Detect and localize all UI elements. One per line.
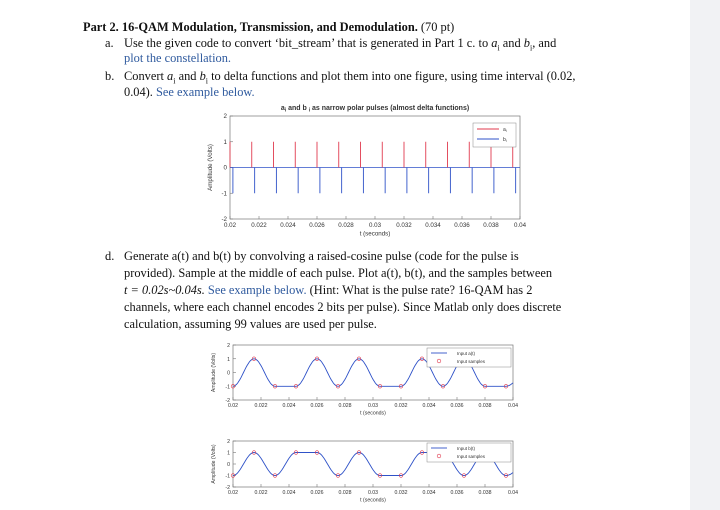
y-axis-label: Amplitude (Volts) <box>211 444 217 484</box>
item-a-and: and <box>499 36 524 50</box>
x-tick-label: 0.028 <box>338 222 354 230</box>
x-tick-label: 0.04 <box>513 222 527 230</box>
x-tick-label: 0.022 <box>251 222 267 230</box>
item-a-sym-a: a <box>491 36 498 50</box>
y-tick-label: 2 <box>227 343 230 349</box>
item-d-line1: Generate a(t) and b(t) by convolving a raised-cosine pulse (code for the pulse is <box>124 249 519 263</box>
x-tick-label: 0.024 <box>280 222 296 230</box>
item-b-sym-a: a <box>167 69 174 83</box>
y-tick-label: -1 <box>225 473 230 480</box>
item-b-text-a: Convert <box>124 69 168 83</box>
item-d-marker: d. <box>105 249 115 263</box>
title-subscript: i <box>308 107 311 114</box>
x-tick-label: 0.024 <box>282 490 296 497</box>
title-part: a <box>280 105 285 112</box>
item-d-line5: calculation, assuming 99 values are used per pulse. <box>124 317 377 331</box>
item-d-see-example: See example below. <box>207 283 307 297</box>
x-tick-label: 0.04 <box>507 403 519 410</box>
title-part: and b <box>286 105 309 112</box>
y-tick-label: -1 <box>221 190 227 198</box>
x-tick-label: 0.03 <box>368 222 382 230</box>
legend-wave-label: Input a(t) <box>457 351 476 356</box>
legend-wave-label: Input b(t) <box>457 446 476 451</box>
title-part: as narrow polar pulses (almost delta functions) <box>310 105 470 112</box>
legend-a-sub: i <box>505 129 507 133</box>
x-tick-label: 0.022 <box>254 490 268 497</box>
x-tick-label: 0.028 <box>338 403 352 410</box>
x-tick-label: 0.028 <box>338 490 352 497</box>
item-a-marker: a. <box>105 36 114 50</box>
x-tick-label: 0.026 <box>310 490 324 497</box>
plot-title <box>281 105 469 114</box>
y-tick-label: 2 <box>227 439 230 445</box>
x-tick-label: 0.024 <box>282 403 296 410</box>
item-b-sub-i2: i <box>205 76 208 86</box>
x-tick-label: 0.02 <box>223 222 237 230</box>
x-tick-label: 0.034 <box>425 222 441 230</box>
legend-b-sub: i <box>505 139 507 143</box>
x-tick-label: 0.022 <box>254 403 268 410</box>
y-tick-label: 1 <box>227 450 230 457</box>
x-tick-label: 0.032 <box>394 403 408 410</box>
x-axis-label: t (seconds) <box>359 230 391 238</box>
title-subscript: i <box>284 107 287 114</box>
item-b-sym-b: b <box>199 69 206 83</box>
item-a-text: Use the given code to convert ‘bit_stream’ that is generated in Part 1 c. to <box>124 36 492 50</box>
x-tick-label: 0.032 <box>396 222 412 230</box>
x-tick-label: 0.026 <box>310 403 324 410</box>
x-tick-label: 0.032 <box>394 490 408 497</box>
item-b-and: and <box>175 69 200 83</box>
x-axis-label: t (seconds) <box>360 497 386 504</box>
x-tick-label: 0.02 <box>227 403 239 410</box>
y-tick-label: 1 <box>227 356 230 363</box>
y-tick-label: 2 <box>223 113 227 120</box>
item-b-text-b: to delta functions and plot them into one figure, using time interval (0.02, <box>208 69 576 83</box>
x-tick-label: 0.036 <box>450 490 464 497</box>
x-tick-label: 0.02 <box>227 490 239 497</box>
item-d-line4: channels, where each channel encodes 2 bits per pulse). Since Matlab only does discrete <box>124 300 562 314</box>
x-tick-label: 0.038 <box>478 490 492 497</box>
x-tick-label: 0.036 <box>454 222 470 230</box>
x-tick-label: 0.034 <box>422 403 436 410</box>
y-axis-label: Amplitude (Volts) <box>207 144 214 191</box>
x-tick-label: 0.026 <box>309 222 325 230</box>
y-tick-label: -2 <box>225 398 230 404</box>
x-tick-label: 0.038 <box>478 403 492 410</box>
y-tick-label: 1 <box>223 138 227 146</box>
legend-b-label: $b_i$ <box>503 137 507 143</box>
x-tick-label: 0.036 <box>450 403 464 410</box>
item-b-see-example: See example below. <box>156 85 255 99</box>
item-d-time-range: t = 0.02s~0.04s. <box>124 283 205 297</box>
item-b-marker: b. <box>105 69 115 83</box>
y-tick-label: -2 <box>225 485 230 491</box>
y-tick-label: 0 <box>223 164 227 172</box>
y-tick-label: -1 <box>225 384 230 391</box>
item-a-sub-i2: i <box>529 43 533 53</box>
x-tick-label: 0.034 <box>422 490 436 497</box>
x-tick-label: 0.03 <box>367 490 379 497</box>
legend-box <box>473 123 516 147</box>
item-b-interval: 0.04). <box>124 85 153 99</box>
legend-sample-label: Input samples <box>457 359 486 364</box>
part-title: Part 2. 16-QAM Modulation, Transmission, and Demodulation. <box>83 20 418 34</box>
y-tick-label: 0 <box>227 462 230 468</box>
legend-a-label: $a_i$ <box>503 127 507 133</box>
y-tick-label: -2 <box>221 216 227 223</box>
item-a-sub-i: i <box>497 43 500 53</box>
item-a-line2: plot the constellation. <box>124 51 232 65</box>
x-tick-label: 0.038 <box>483 222 499 230</box>
viewer-side-strip <box>690 0 720 510</box>
x-axis-label: t (seconds) <box>360 410 386 417</box>
x-tick-label: 0.04 <box>507 490 519 497</box>
item-d-hint: (Hint: What is the pulse rate? 16-QAM has 2 <box>309 283 533 297</box>
item-a-sym-b: b <box>523 36 530 50</box>
part-points: (70 pt) <box>420 20 455 34</box>
legend-sample-label: Input samples <box>457 454 486 459</box>
x-tick-label: 0.03 <box>367 403 379 410</box>
y-tick-label: 0 <box>227 370 230 377</box>
y-axis-label: Amplitude (Volts) <box>211 352 217 393</box>
item-d-line2: provided). Sample at the middle of each pulse. Plot a(t), b(t), and the samples between <box>124 266 553 280</box>
item-b-sub-i: i <box>173 76 176 86</box>
item-a-end: , and <box>532 36 557 50</box>
